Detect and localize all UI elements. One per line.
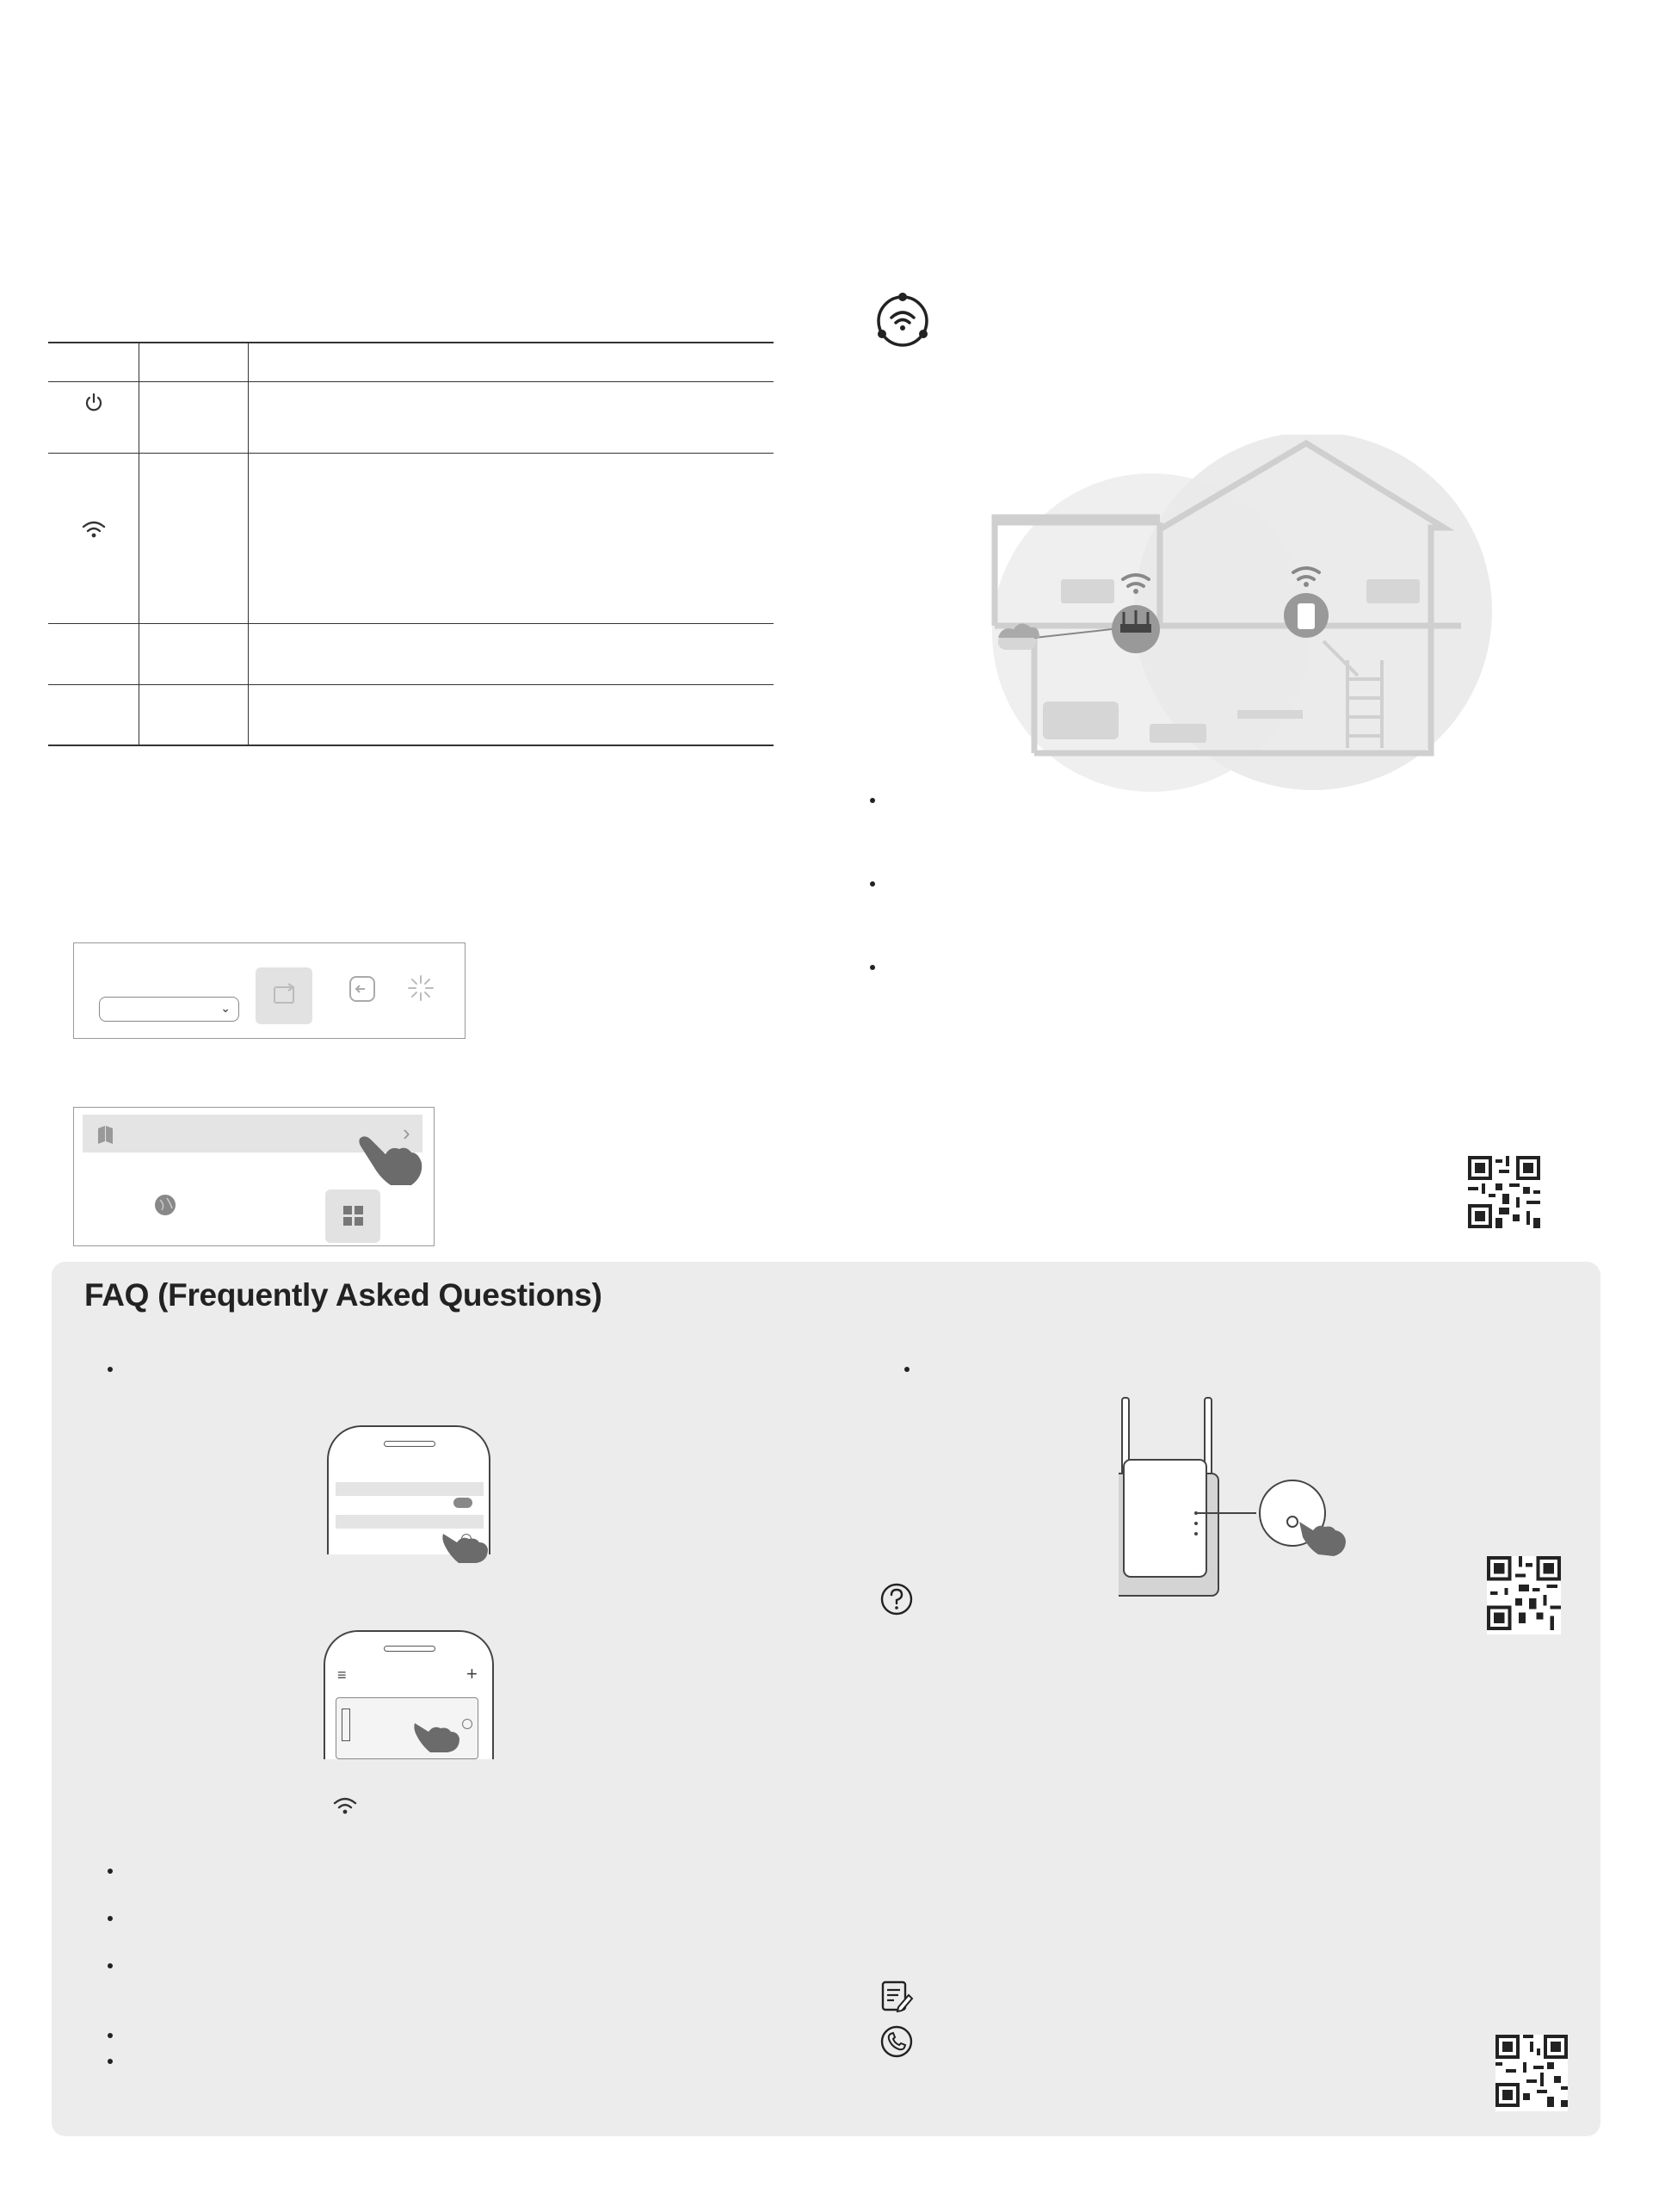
- power-icon: [48, 392, 139, 414]
- extender-icon: [342, 1708, 350, 1741]
- chevron-down-icon: ⌄: [220, 1001, 231, 1015]
- table-column-divider: [248, 342, 249, 746]
- pointing-hand-icon: [441, 1527, 490, 1567]
- bullet-point: [108, 2033, 113, 2038]
- phone-icon: [879, 2024, 914, 2063]
- dashboard-tile-button[interactable]: [325, 1189, 380, 1243]
- app-menu-snippet: [73, 1107, 435, 1246]
- info-icon[interactable]: [462, 1719, 472, 1729]
- bullet-point: [108, 2059, 113, 2064]
- faq-title: FAQ (Frequently Asked Questions): [84, 1277, 602, 1313]
- pointing-hand-icon: [413, 1716, 461, 1757]
- table-rule-bottom: [48, 745, 774, 746]
- add-icon[interactable]: +: [466, 1663, 478, 1684]
- grid-icon: [342, 1205, 365, 1227]
- qr-code: [1495, 2035, 1568, 2111]
- feedback-form-icon: [879, 1980, 914, 2018]
- device-select[interactable]: [99, 997, 239, 1022]
- table-rule-top: [48, 342, 774, 343]
- phone-screen-illustration: [324, 1630, 494, 1759]
- house-coverage-illustration: [979, 435, 1495, 800]
- bullet-point: [108, 1367, 113, 1372]
- bullet-point: [870, 798, 875, 803]
- qr-code: [1487, 1556, 1561, 1634]
- bullet-point: [904, 1367, 910, 1372]
- globe-icon[interactable]: [153, 1193, 177, 1221]
- bullet-point: [870, 965, 875, 970]
- settings-row: [336, 1482, 484, 1496]
- toggle-switch[interactable]: [453, 1498, 472, 1508]
- sign-in-icon[interactable]: [348, 974, 377, 1008]
- loading-spinner-icon: [405, 973, 436, 1008]
- onemesh-icon: [874, 293, 931, 354]
- phone-speaker: [384, 1441, 435, 1447]
- help-circle-icon: [879, 1582, 914, 1621]
- table-rule: [48, 381, 774, 382]
- qr-code: [1468, 1156, 1540, 1233]
- table-rule: [48, 623, 774, 624]
- chevron-right-icon: ›: [403, 1120, 410, 1146]
- faq-panel: [52, 1262, 1600, 2136]
- bullet-point: [108, 1963, 113, 1968]
- phone-speaker: [384, 1646, 435, 1652]
- bullet-point: [108, 1869, 113, 1874]
- wifi-icon: [332, 1795, 358, 1820]
- table-rule: [48, 684, 774, 685]
- pointing-hand-icon: [356, 1128, 425, 1193]
- table-rule: [48, 453, 774, 454]
- wifi-icon: [48, 519, 139, 540]
- bullet-point: [108, 1916, 113, 1921]
- switch-mode-icon: [256, 967, 312, 1024]
- app-screen-snippet: [73, 942, 466, 1039]
- bullet-point: [870, 881, 875, 887]
- led-status-table: [48, 342, 774, 746]
- menu-icon[interactable]: ≡: [337, 1666, 347, 1684]
- mode-tile-button[interactable]: [256, 967, 312, 1024]
- extender-reset-illustration: [1119, 1391, 1428, 1602]
- book-icon: [95, 1123, 117, 1146]
